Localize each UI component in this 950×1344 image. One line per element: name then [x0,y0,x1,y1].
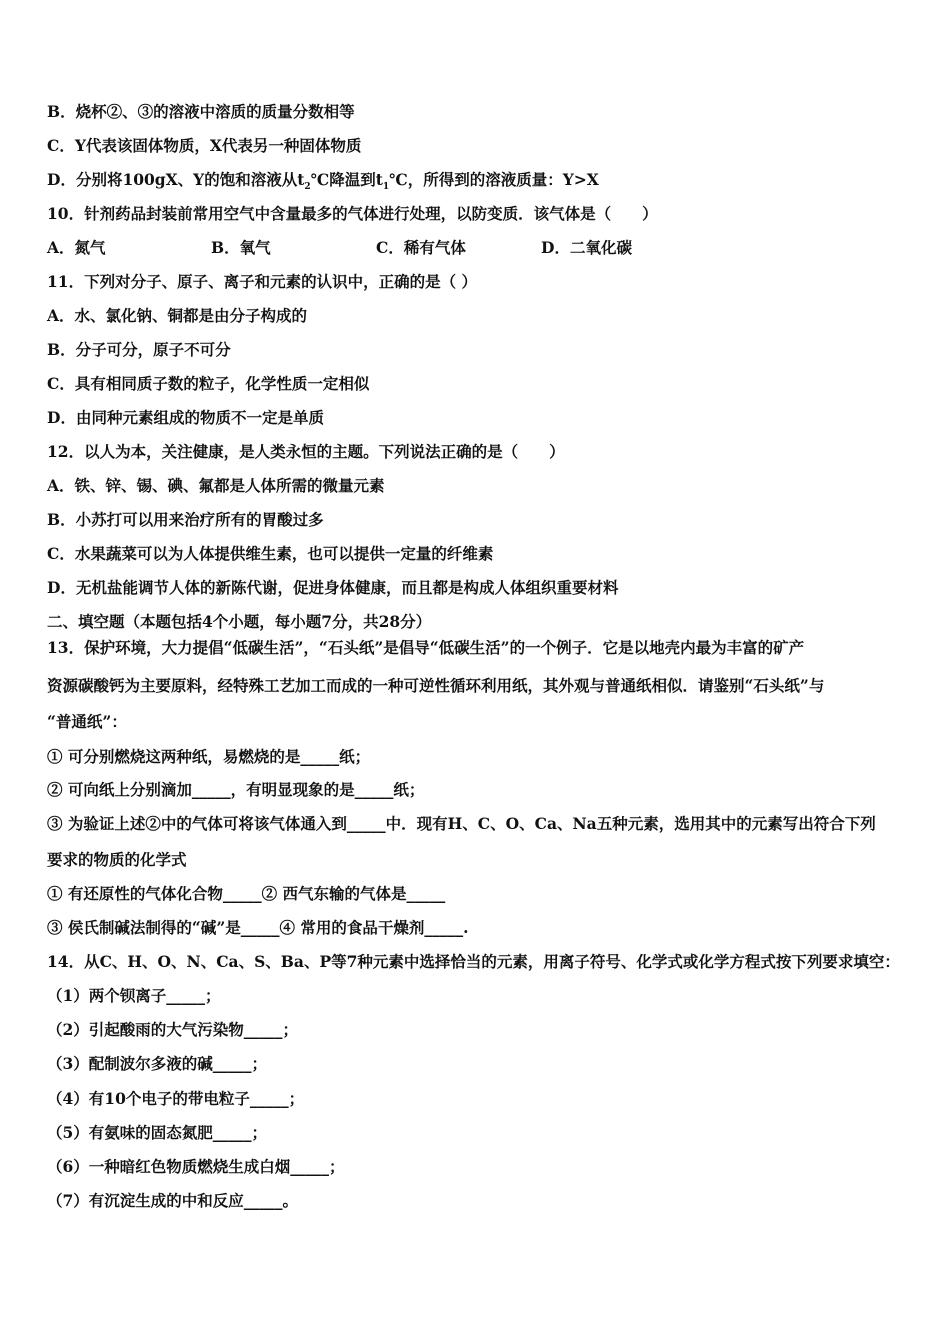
q9-d-mid: ℃降温到t [310,170,383,189]
q14-item: （2）引起酸雨的大气污染物_____； [47,1020,299,1039]
q14-item: （4）有10个电子的带电粒子_____； [47,1089,305,1108]
q9-d-sub1: 2 [304,182,311,193]
q13-line-4: ① 可分别燃烧这两种纸，易燃烧的是_____纸； [47,747,371,766]
q14-item: （3）配制波尔多液的碱_____； [47,1054,268,1073]
q11-option-b: B．分子可分，原子不可分 [47,340,231,359]
q12-option-a: A．铁、锌、锡、碘、氟都是人体所需的微量元素 [47,476,385,495]
q13-line-5: ② 可向纸上分别滴加_____，有明显现象的是_____纸； [47,780,425,799]
q12-stem: 12．以人为本，关注健康，是人类永恒的主题。下列说法正确的是（ ） [47,442,565,461]
q9-option-d [47,170,599,197]
q9-option-c: C．Y代表该固体物质，X代表另一种固体物质 [47,136,362,155]
q9-option-b: B．烧杯②、③的溶液中溶质的质量分数相等 [47,102,355,121]
q12-option-b: B．小苏打可以用来治疗所有的胃酸过多 [47,510,324,529]
q11-option-c: C．具有相同质子数的粒子，化学性质一定相似 [47,374,370,393]
q13-line-9: ③ 侯氏制碱法制得的“碱”是_____④ 常用的食品干燥剂_____. [47,918,469,937]
q13-line-6: ③ 为验证上述②中的气体可将该气体通入到_____中．现有H、C、O、Ca、Na五种元素，选用其中的元素写出符合下列 [47,814,876,833]
q10-option-c: C．稀有气体 [376,238,466,257]
q10-stem: 10．针剂药品封装前常用空气中含量最多的气体进行处理，以防变质．该气体是（ ） [47,204,658,223]
q13-line-8: ① 有还原性的气体化合物_____② 西气东输的气体是_____ [47,884,446,903]
q14-item: （1）两个钡离子_____； [47,986,221,1005]
q9-d-post: ℃，所得到的溶液质量：Y>X [389,170,599,189]
q14-item: （5）有氨味的固态氮肥_____； [47,1123,268,1142]
q14-item: （7）有沉淀生成的中和反应_____。 [47,1191,299,1210]
q13-line-7: 要求的物质的化学式 [47,850,187,869]
q11-stem: 11．下列对分子、原子、离子和元素的认识中，正确的是（ ） [47,272,477,291]
q13-line-2: 资源碳酸钙为主要原料，经特殊工艺加工而成的一种可逆性循环利用纸，其外观与普通纸相似．请鉴别“石头纸”与 [47,676,825,695]
q12-option-d: D．无机盐能调节人体的新陈代谢，促进身体健康，而且都是构成人体组织重要材料 [47,578,619,597]
q14-item: （6）一种暗红色物质燃烧生成白烟_____； [47,1157,345,1176]
q10-option-d: D．二氧化碳 [541,238,632,257]
q10-option-a: A．氮气 [47,238,106,257]
q9-d-sub2: 1 [382,182,390,193]
q12-option-c: C．水果蔬菜可以为人体提供维生素，也可以提供一定量的纤维素 [47,544,494,563]
section-heading: 二、填空题（本题包括4个小题，每小题7分，共28分） [47,612,432,631]
q13-line-1: 13．保护环境，大力提倡“低碳生活”，“石头纸”是倡导“低碳生活”的一个例子．它是以地壳内最为丰富的矿产 [47,638,805,657]
q11-option-a: A．水、氯化钠、铜都是由分子构成的 [47,306,308,325]
q13-line-3: “普通纸”： [47,712,127,731]
q9-d-pre: D．分别将100gX、Y的饱和溶液从t [47,170,305,189]
q11-option-d: D．由同种元素组成的物质不一定是单质 [47,408,324,427]
q14-stem: 14．从C、H、O、N、Ca、S、Ba、P等7种元素中选择恰当的元素，用离子符号、化学式或化学方程式按下列要求填空： [47,952,900,971]
q10-option-b: B．氧气 [211,238,271,257]
